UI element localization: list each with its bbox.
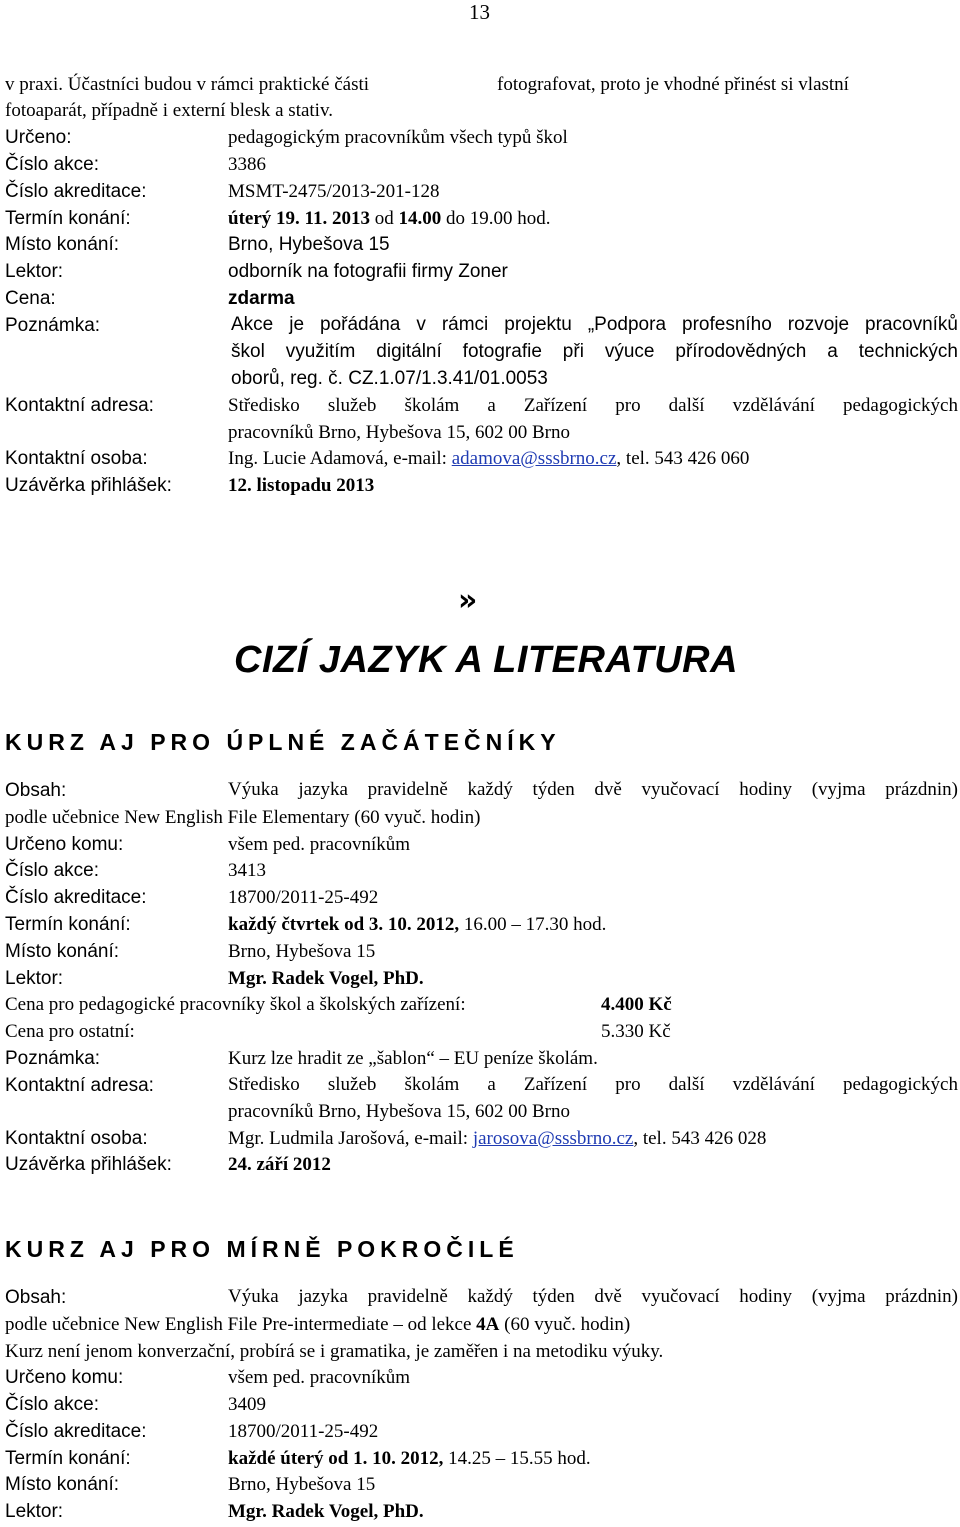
c2-lektor-label: Lektor: [5,968,64,989]
c2-cena-ost-value: 5.330 Kč [601,1021,671,1042]
c1-cislo-akce-value: 3386 [228,154,266,175]
c1-urceno-label: Určeno: [5,127,72,148]
c3-termin-value [228,1447,591,1471]
c3-cislo-akce-label: Číslo akce: [5,1394,99,1415]
c2-cena-ost-label: Cena pro ostatní: [5,1021,135,1042]
c1-adresa-line-1: Středisko služeb školám a Zařízení pro další vzdělávání pedagogických [228,395,958,416]
c2-osoba-label: Kontaktní osoba: [5,1128,148,1149]
c1-termin-rest: do 19.00 hod. [445,208,551,229]
c1-poznamka-line-3: oborů, reg. č. CZ.1.07/1.3.41/01.0053 [231,368,548,389]
c2-lektor-value: Mgr. Radek Vogel, PhD. [228,968,424,989]
c2-osoba-value [228,1127,766,1151]
c2-cislo-akce-label: Číslo akce: [5,860,99,881]
c2-uzaverka-value: 24. září 2012 [228,1154,331,1175]
intro-line-2: fotoaparát, případně i externí blesk a stativ. [5,100,333,121]
c1-termin-value [228,207,550,231]
c2-misto-label: Místo konání: [5,941,120,962]
c3-obsah-line-2a: podle učebnice New English File Pre-intermediate – od lekce [5,1314,472,1335]
c2-poznamka-label: Poznámka: [5,1048,101,1069]
c1-email-link[interactable]: adamova@sssbrno.cz [451,448,617,469]
c1-urceno-value: pedagogickým pracovníkům všech typů škol [228,127,568,148]
c3-urceno-value: všem ped. pracovníkům [228,1367,411,1388]
c1-uzaverka-label: Uzávěrka přihlášek: [5,475,172,496]
c3-cislo-akce-value: 3409 [228,1394,266,1415]
c2-adresa-line-2: pracovníků Brno, Hybešova 15, 602 00 Brno [228,1101,570,1122]
c1-termin-date: úterý 19. 11. 2013 [228,208,370,229]
c1-osoba-label: Kontaktní osoba: [5,448,148,469]
c1-lektor-value: odborník na fotografii firmy Zoner [228,261,508,282]
c2-poznamka-value: Kurz lze hradit ze „šablon“ – EU peníze školám. [228,1048,598,1069]
c1-poznamka-line-1: Akce je pořádána v rámci projektu „Podpora profesního rozvoje pracovníků [231,314,958,335]
c1-cena-label: Cena: [5,288,56,309]
c2-misto-value: Brno, Hybešova 15 [228,941,376,962]
c3-lektor-label: Lektor: [5,1501,64,1522]
c1-termin-od: od [374,208,394,229]
c3-akreditace-label: Číslo akreditace: [5,1421,147,1442]
c2-akreditace-label: Číslo akreditace: [5,887,147,908]
c1-adresa-label: Kontaktní adresa: [5,395,154,416]
c3-termin-time: 14.25 – 15.55 hod. [448,1448,591,1469]
section-marker-icon: » [458,583,478,618]
c1-osoba-value [228,447,749,471]
c2-email-link[interactable]: jarosova@sssbrno.cz [472,1128,634,1149]
c1-lektor-label: Lektor: [5,261,64,282]
c3-obsah-hodin: (60 vyuč. hodin) [504,1314,631,1335]
course2-title: KURZ AJ PRO ÚPLNÉ ZAČÁTEČNÍKY [5,729,561,755]
c2-cislo-akce-value: 3413 [228,860,266,881]
c3-obsah-line-2 [5,1313,630,1337]
c2-urceno-value: všem ped. pracovníkům [228,834,411,855]
c2-termin-label: Termín konání: [5,914,131,935]
c3-misto-value: Brno, Hybešova 15 [228,1474,376,1495]
c2-termin-date: každý čtvrtek od 3. 10. 2012, [228,914,460,935]
c3-misto-label: Místo konání: [5,1474,120,1495]
intro-line-1b: fotografovat, proto je vhodné přinést si vlastní [497,74,849,95]
c1-termin-label: Termín konání: [5,208,131,229]
c1-osoba-name: Ing. Lucie Adamová, e-mail: [228,448,447,469]
c2-cena-ped-label: Cena pro pedagogické pracovníky škol a školských zařízení: [5,994,466,1015]
c3-termin-date: každé úterý od 1. 10. 2012, [228,1448,444,1469]
c1-akreditace-label: Číslo akreditace: [5,181,147,202]
c3-obsah-lekce: 4A [476,1314,500,1335]
c3-urceno-label: Určeno komu: [5,1367,124,1388]
c1-cislo-akce-label: Číslo akce: [5,154,99,175]
c2-obsah-line-2: podle učebnice New English File Elementary (60 vyuč. hodin) [5,807,481,828]
c1-akreditace-value: MSMT-2475/2013-201-128 [228,181,440,202]
c2-obsah-label: Obsah: [5,780,67,801]
c2-osoba-name: Mgr. Ludmila Jarošová, e-mail: [228,1128,469,1149]
c3-obsah-line-3: Kurz není jenom konverzační, probírá se i gramatika, je zaměřen i na metodiku výuky. [5,1341,664,1362]
intro-line-1a: v praxi. Účastníci budou v rámci praktické části [5,74,370,95]
c2-urceno-label: Určeno komu: [5,834,124,855]
page-number: 13 [469,0,490,24]
c2-adresa-label: Kontaktní adresa: [5,1075,154,1096]
c2-uzaverka-label: Uzávěrka přihlášek: [5,1154,172,1175]
c1-misto-label: Místo konání: [5,234,120,255]
c2-obsah-line-1: Výuka jazyka pravidelně každý týden dvě vyučovací hodiny (vyjma prázdnin) [228,779,958,800]
c1-poznamka-line-2: škol využitím digitální fotografie při výuce přírodovědných a technických [231,341,958,362]
c1-uzaverka-value: 12. listopadu 2013 [228,475,375,496]
c1-misto-value: Brno, Hybešova 15 [228,234,390,255]
c2-termin-time: 16.00 – 17.30 hod. [463,914,607,935]
c2-akreditace-value: 18700/2011-25-492 [228,887,379,908]
c3-termin-label: Termín konání: [5,1448,131,1469]
c2-adresa-line-1: Středisko služeb školám a Zařízení pro další vzdělávání pedagogických [228,1074,958,1095]
c3-lektor-value: Mgr. Radek Vogel, PhD. [228,1501,424,1522]
c1-adresa-line-2: pracovníků Brno, Hybešova 15, 602 00 Brno [228,422,570,443]
c1-termin-time: 14.00 [398,208,442,229]
c3-obsah-line-1: Výuka jazyka pravidelně každý týden dvě vyučovací hodiny (vyjma prázdnin) [228,1286,958,1307]
c3-akreditace-value: 18700/2011-25-492 [228,1421,379,1442]
course3-title: KURZ AJ PRO MÍRNĚ POKROČILÉ [5,1236,519,1262]
c2-termin-value [228,913,606,937]
c2-cena-ped-value: 4.400 Kč [601,994,672,1015]
c3-obsah-label: Obsah: [5,1287,67,1308]
c2-osoba-tel: , tel. 543 426 028 [633,1128,767,1149]
section-title: CIZÍ JAZYK A LITERATURA [234,639,739,681]
c1-osoba-tel: , tel. 543 426 060 [616,448,750,469]
c1-poznamka-label: Poznámka: [5,315,101,336]
c1-cena-value: zdarma [228,288,295,309]
